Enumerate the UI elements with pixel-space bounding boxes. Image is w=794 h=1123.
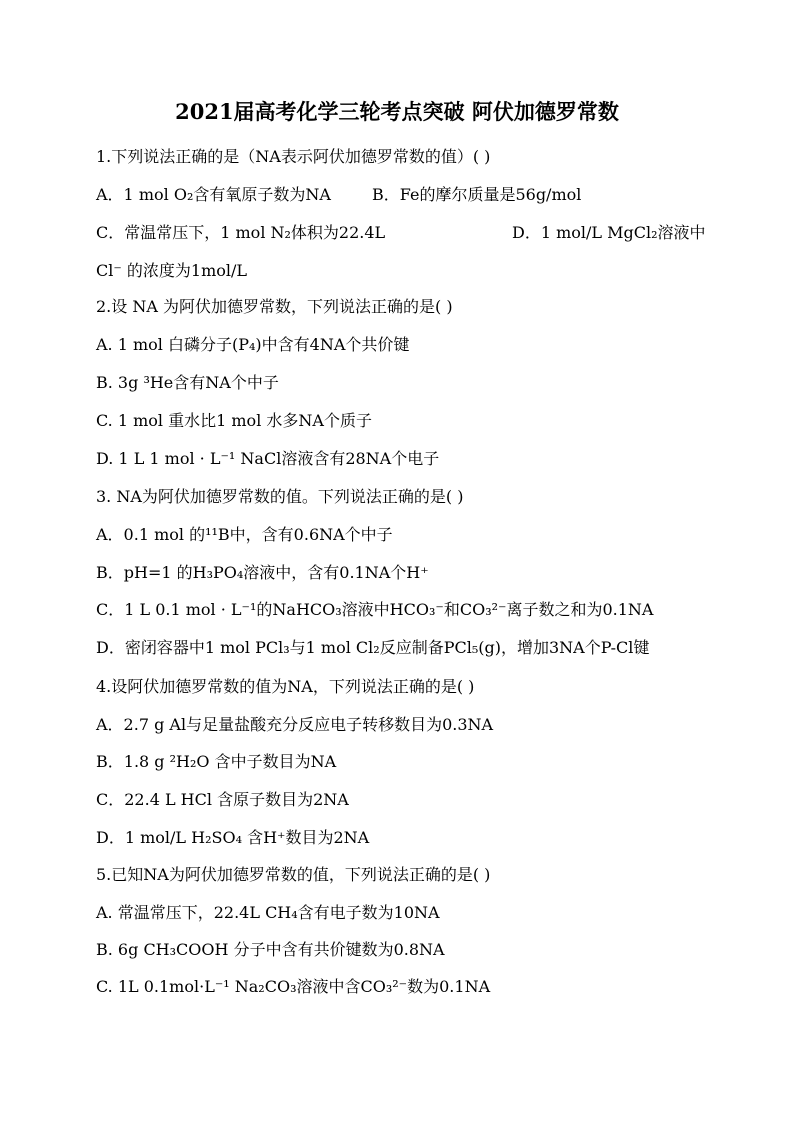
question-1-option-c: C．常温常压下，1 mol N₂体积为22.4L	[96, 223, 386, 242]
question-5-stem: 5.已知NA为阿伏加德罗常数的值，下列说法正确的是( )	[96, 865, 491, 884]
question-5-option-a: A. 常温常压下，22.4L CH₄含有电子数为10NA	[96, 903, 440, 922]
question-2-option-c: C. 1 mol 重水比1 mol 水多NA个质子	[96, 411, 372, 430]
question-2-stem: 2.设 NA 为阿伏加德罗常数，下列说法正确的是( )	[96, 297, 453, 316]
question-4-option-b: B．1.8 g ²H₂O 含中子数目为NA	[96, 752, 337, 771]
question-4-stem: 4.设阿伏加德罗常数的值为NA，下列说法正确的是( )	[96, 677, 475, 696]
question-2-option-b: B. 3g ³He含有NA个中子	[96, 373, 279, 392]
question-3-stem: 3. NA为阿伏加德罗常数的值。下列说法正确的是( )	[96, 487, 464, 506]
question-4-option-a: A．2.7 g Al与足量盐酸充分反应电子转移数目为0.3NA	[96, 715, 494, 734]
question-1-options-row-2	[96, 222, 708, 244]
question-1-option-d: D．1 mol/L MgCl₂溶液中	[512, 223, 706, 242]
question-1-options-row-1	[96, 184, 708, 206]
question-3-option-d: D．密闭容器中1 mol PCl₃与1 mol Cl₂反应制备PCl₅(g)，增加3NA个P-Cl键	[96, 638, 650, 657]
question-5-option-c: C. 1L 0.1mol·L⁻¹ Na₂CO₃溶液中含CO₃²⁻数为0.1NA	[96, 977, 491, 996]
question-1-option-b: B．Fe的摩尔质量是56g/mol	[372, 185, 582, 204]
question-4-option-c: C．22.4 L HCl 含原子数目为2NA	[96, 790, 349, 809]
document-title: 2021届高考化学三轮考点突破 阿伏加德罗常数	[175, 99, 619, 124]
question-3-option-a: A．0.1 mol 的¹¹B中，含有0.6NA个中子	[96, 525, 393, 544]
question-1-option-a: A．1 mol O₂含有氧原子数为NA	[96, 185, 331, 204]
question-2-option-d: D. 1 L 1 mol · L⁻¹ NaCl溶液含有28NA个电子	[96, 449, 440, 468]
question-5-option-b: B. 6g CH₃COOH 分子中含有共价键数为0.8NA	[96, 940, 445, 959]
question-4-option-d: D．1 mol/L H₂SO₄ 含H⁺数目为2NA	[96, 828, 370, 847]
question-1-stem: 1.下列说法正确的是（NA表示阿伏加德罗常数的值）( )	[96, 147, 491, 166]
question-1-option-d-continuation: Cl⁻ 的浓度为1mol/L	[96, 261, 248, 280]
question-2-option-a: A. 1 mol 白磷分子(P₄)中含有4NA个共价键	[96, 335, 410, 354]
question-3-option-b: B．pH=1 的H₃PO₄溶液中，含有0.1NA个H⁺	[96, 563, 429, 582]
question-3-option-c: C．1 L 0.1 mol · L⁻¹的NaHCO₃溶液中HCO₃⁻和CO₃²⁻离子数之和为0.1NA	[96, 600, 654, 619]
